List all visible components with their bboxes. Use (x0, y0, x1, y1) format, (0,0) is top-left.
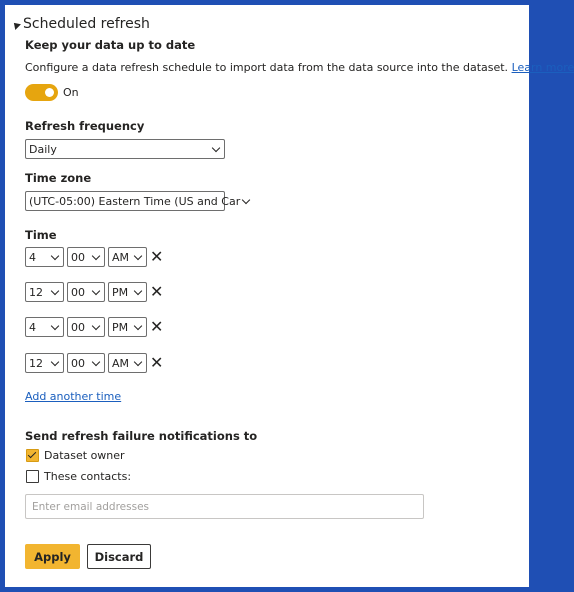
collapse-caret-icon[interactable] (11, 20, 21, 30)
remove-time-icon[interactable]: ✕ (150, 317, 164, 336)
chevron-down-icon (51, 357, 59, 365)
period-value: PM (112, 285, 129, 299)
description-line (25, 61, 574, 74)
minute-value: 00 (71, 285, 85, 299)
minute-value: 00 (71, 356, 85, 370)
email-addresses-input[interactable] (25, 494, 424, 519)
dataset-owner-checkbox[interactable] (26, 449, 39, 462)
period-select[interactable] (108, 247, 147, 267)
remove-time-icon[interactable]: ✕ (150, 282, 164, 301)
learn-more-link[interactable]: Learn more (511, 61, 574, 74)
notifications-label: Send refresh failure notifications to (25, 429, 258, 443)
chevron-down-icon (51, 251, 59, 259)
chevron-down-icon (92, 286, 100, 294)
minute-select[interactable] (67, 247, 105, 267)
discard-button[interactable]: Discard (87, 544, 151, 569)
remove-time-icon[interactable]: ✕ (150, 353, 164, 372)
time-zone-label: Time zone (25, 171, 92, 185)
minute-select[interactable] (67, 282, 105, 302)
chevron-down-icon (92, 321, 100, 329)
toggle-label: On (63, 86, 79, 99)
dataset-owner-label: Dataset owner (44, 449, 125, 462)
time-zone-value: (UTC-05:00) Eastern Time (US and Car (29, 194, 241, 208)
refresh-frequency-label: Refresh frequency (25, 119, 145, 133)
period-select[interactable] (108, 282, 147, 302)
period-select[interactable] (108, 317, 147, 337)
minute-select[interactable] (67, 317, 105, 337)
hour-select[interactable] (25, 353, 64, 373)
chevron-down-icon (51, 286, 59, 294)
chevron-down-icon (134, 286, 142, 294)
period-value: AM (112, 356, 130, 370)
period-value: AM (112, 250, 130, 264)
chevron-down-icon (242, 195, 250, 203)
checkmark-icon (28, 450, 36, 458)
these-contacts-label: These contacts: (44, 470, 132, 483)
section-header[interactable] (12, 16, 150, 32)
time-zone-select[interactable] (25, 191, 241, 211)
remove-time-icon[interactable]: ✕ (150, 247, 164, 266)
minute-value: 00 (71, 320, 85, 334)
minute-select[interactable] (67, 353, 105, 373)
hour-value: 12 (29, 285, 43, 299)
hour-value: 12 (29, 356, 43, 370)
refresh-frequency-value: Daily (29, 142, 57, 156)
add-another-time-link[interactable]: Add another time (25, 390, 122, 403)
time-label: Time (25, 228, 57, 242)
chevron-down-icon (134, 357, 142, 365)
hour-value: 4 (29, 320, 36, 334)
chevron-down-icon (134, 251, 142, 259)
these-contacts-checkbox[interactable] (26, 470, 39, 483)
hour-select[interactable] (25, 317, 64, 337)
apply-button[interactable]: Apply (25, 544, 80, 569)
chevron-down-icon (134, 321, 142, 329)
chevron-down-icon (51, 321, 59, 329)
chevron-down-icon (92, 251, 100, 259)
hour-select[interactable] (25, 247, 64, 267)
period-value: PM (112, 320, 129, 334)
subheading: Keep your data up to date (25, 38, 196, 52)
toggle-knob (45, 88, 54, 97)
chevron-down-icon (212, 143, 220, 151)
chevron-down-icon (92, 357, 100, 365)
period-select[interactable] (108, 353, 147, 373)
section-title: Scheduled refresh (23, 16, 150, 32)
hour-select[interactable] (25, 282, 64, 302)
refresh-frequency-select[interactable] (25, 139, 225, 159)
hour-value: 4 (29, 250, 36, 264)
scheduled-refresh-panel (5, 5, 574, 587)
description-text: Configure a data refresh schedule to import data from the data source into the dataset. (25, 61, 509, 74)
minute-value: 00 (71, 250, 85, 264)
refresh-toggle[interactable] (25, 84, 58, 101)
